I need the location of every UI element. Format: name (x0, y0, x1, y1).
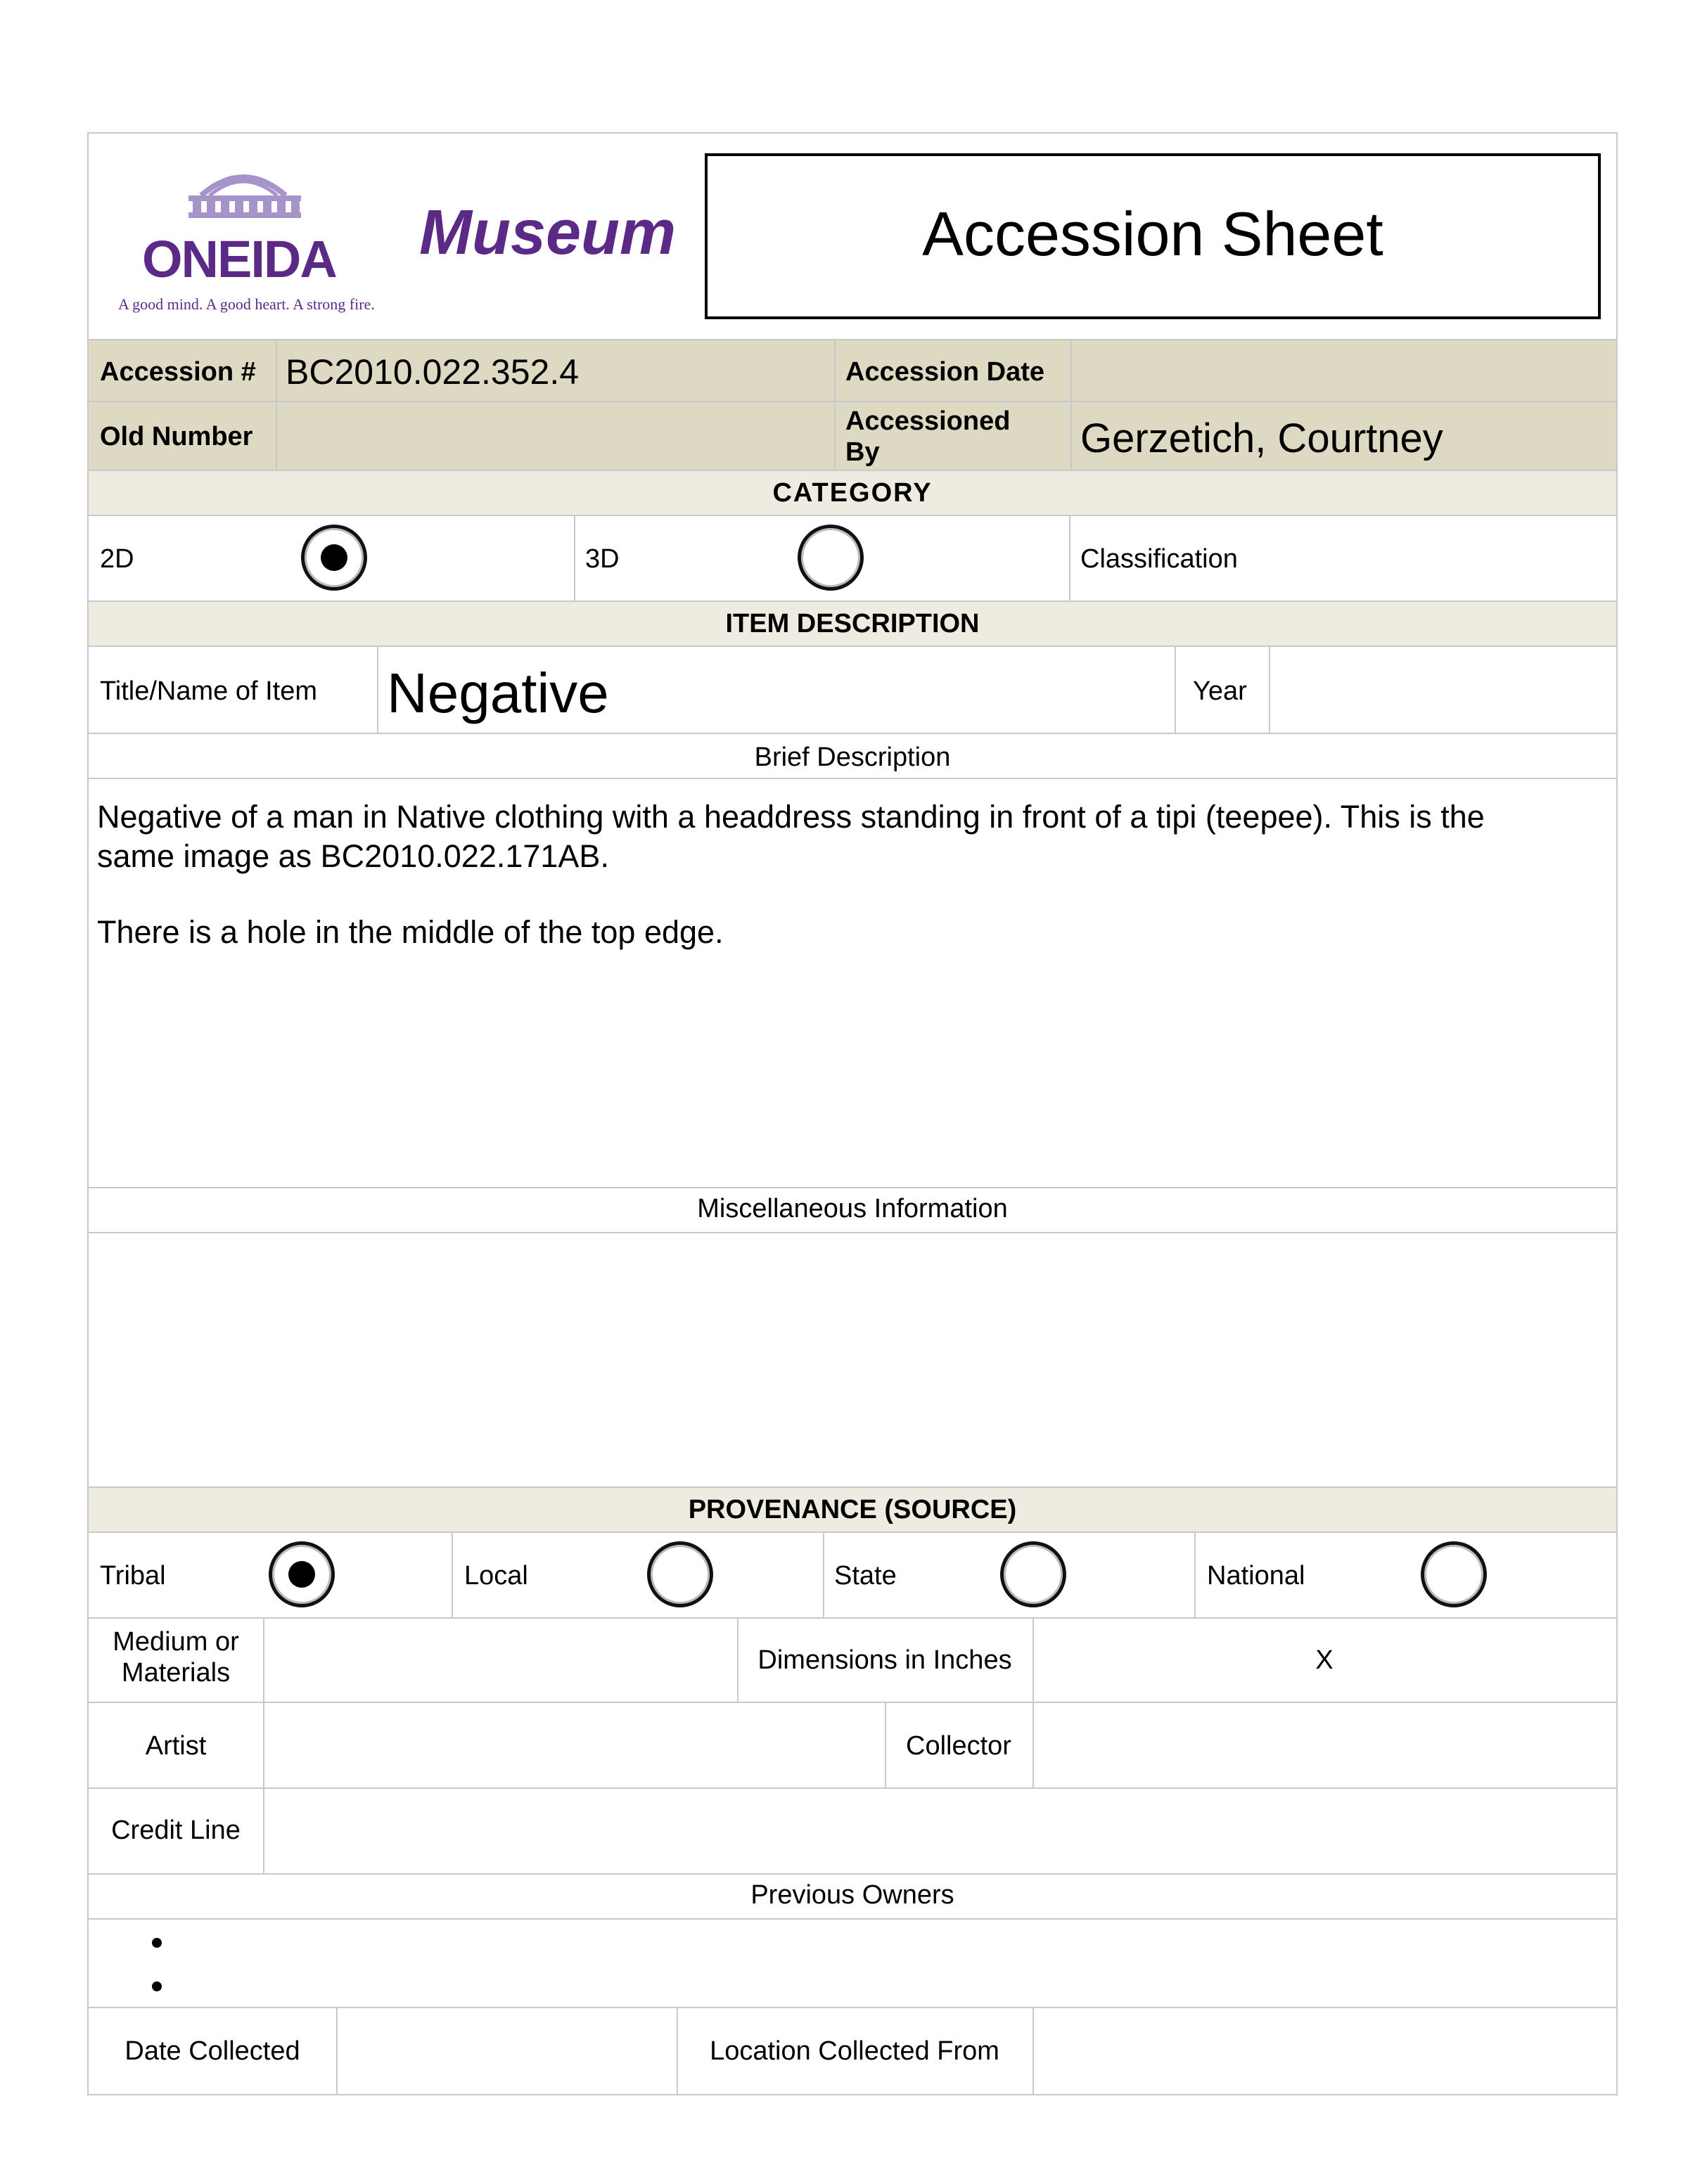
accession-date-label: Accession Date (845, 357, 1045, 387)
classification-label: Classification (1080, 544, 1238, 574)
brief-description-text (97, 797, 1609, 952)
dimensions-value: X (1315, 1645, 1334, 1675)
provenance-heading: PROVENANCE (SOURCE) (688, 1495, 1017, 1524)
provenance-tribal-radio[interactable] (269, 1541, 335, 1607)
brief-description-line: There is a hole in the middle of the top edge. (97, 914, 724, 950)
category-3d-radio[interactable] (798, 525, 864, 591)
dimensions-label: Dimensions in Inches (757, 1645, 1012, 1675)
longhouse-logo-icon (173, 162, 314, 225)
provenance-state-radio[interactable] (1000, 1541, 1066, 1607)
previous-owners-label: Previous Owners (750, 1880, 954, 1910)
misc-information-label: Miscellaneous Information (697, 1194, 1008, 1223)
provenance-local-radio[interactable] (647, 1541, 713, 1607)
artist-label: Artist (145, 1731, 207, 1761)
provenance-local-label: Local (464, 1561, 528, 1591)
title-name-value: Negative (387, 662, 609, 724)
collector-label: Collector (906, 1731, 1011, 1761)
accession-number-value: BC2010.022.352.4 (286, 352, 580, 392)
previous-owner-bullet (152, 1981, 162, 1991)
provenance-national-radio[interactable] (1421, 1541, 1487, 1607)
accession-sheet (87, 132, 1618, 2095)
credit-line-label: Credit Line (111, 1816, 241, 1845)
provenance-national-label: National (1207, 1561, 1305, 1591)
accession-number-label: Accession # (100, 357, 256, 387)
category-2d-radio[interactable] (301, 525, 367, 591)
location-collected-label: Location Collected From (710, 2036, 999, 2066)
medium-label-line1: Medium or (113, 1627, 239, 1657)
oneida-logo (103, 162, 412, 330)
logo-tagline: A good mind. A good heart. A strong fire. (118, 295, 375, 313)
category-2d-label: 2D (100, 544, 134, 574)
provenance-state-label: State (834, 1561, 897, 1591)
category-heading: CATEGORY (772, 478, 933, 508)
accessioned-by-value: Gerzetich, Courtney (1080, 416, 1443, 461)
accessioned-by-label-line2: By (845, 437, 880, 467)
brief-description-line: Negative of a man in Native clothing with a headdress standing in front of a tipi (teepee). This is the (97, 799, 1485, 835)
logo-name: ONEIDA (142, 230, 336, 288)
brief-description-label: Brief Description (754, 743, 951, 772)
medium-label-line2: Materials (121, 1658, 231, 1688)
title-name-label: Title/Name of Item (100, 676, 318, 706)
old-number-label: Old Number (100, 422, 253, 451)
category-3d-label: 3D (585, 544, 620, 574)
museum-label: Museum (419, 198, 677, 268)
accessioned-by-label-line1: Accessioned (845, 406, 1011, 436)
brief-description-line: same image as BC2010.022.171AB. (97, 838, 609, 874)
date-collected-label: Date Collected (124, 2036, 300, 2066)
previous-owner-bullet (152, 1938, 162, 1948)
item-description-heading: ITEM DESCRIPTION (725, 609, 980, 638)
year-label: Year (1193, 676, 1247, 706)
sheet-title: Accession Sheet (922, 199, 1383, 269)
provenance-tribal-label: Tribal (100, 1561, 166, 1591)
